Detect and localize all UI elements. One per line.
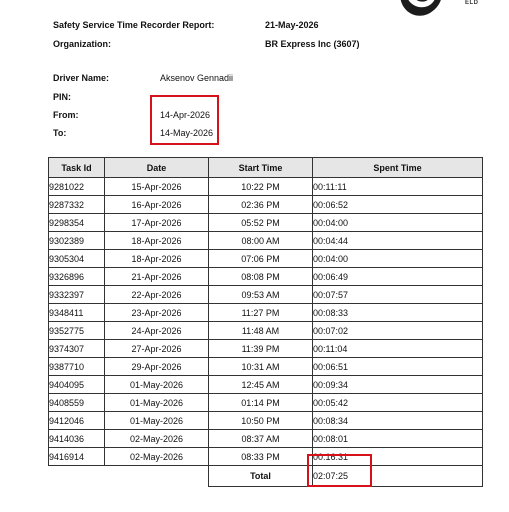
spent-time-cell: 00:09:34 [313,376,483,394]
task-id-cell: 9387710 [49,358,105,376]
task-id-cell: 9412046 [49,412,105,430]
spent-time-cell: 00:04:44 [313,232,483,250]
organization-value: BR Express Inc (3607) [265,39,360,49]
table-row [49,322,483,340]
task-id-cell: 9298354 [49,214,105,232]
total-highlight [307,454,372,487]
task-id-cell: 9414036 [49,430,105,448]
spent-time-cell: 00:05:42 [313,394,483,412]
task-id-cell: 9404095 [49,376,105,394]
table-row [49,304,483,322]
date-cell: 27-Apr-2026 [105,340,209,358]
total-row [49,466,483,487]
task-id-cell: 9281022 [49,178,105,196]
start-time-cell: 11:27 PM [209,304,313,322]
start-time-cell: 08:08 PM [209,268,313,286]
company-logo-icon [392,0,452,24]
logo-text: ELD [465,0,479,6]
task-id-cell: 9302389 [49,232,105,250]
start-time-cell: 07:06 PM [209,250,313,268]
spent-time-cell: 00:11:04 [313,340,483,358]
spent-time-cell: 00:16:31 [313,448,483,466]
table-row [49,268,483,286]
task-id-cell: 9348411 [49,304,105,322]
date-cell: 23-Apr-2026 [105,304,209,322]
spent-time-cell: 00:06:52 [313,196,483,214]
table-row [49,214,483,232]
total-value: 02:07:25 [313,466,483,487]
table-row [49,178,483,196]
date-cell: 01-May-2026 [105,394,209,412]
from-date: 14-Apr-2026 [160,110,211,120]
organization-label: Organization: [53,39,111,49]
date-cell: 21-Apr-2026 [105,268,209,286]
start-time-cell: 05:52 PM [209,214,313,232]
driver-name-value: Aksenov Gennadii [160,73,234,83]
task-id-cell: 9305304 [49,250,105,268]
start-time-cell: 11:48 AM [209,322,313,340]
date-range-highlight [150,95,219,145]
table-row [49,286,483,304]
task-id-cell: 9374307 [49,340,105,358]
date-cell: 15-Apr-2026 [105,178,209,196]
start-time-cell: 10:22 PM [209,178,313,196]
task-id-cell: 9332397 [49,286,105,304]
spent-time-cell: 00:08:33 [313,304,483,322]
start-time-cell: 10:50 PM [209,412,313,430]
from-label: From: [53,110,79,120]
start-time-cell: 11:39 PM [209,340,313,358]
task-table [48,157,483,487]
table-row [49,430,483,448]
spent-time-cell: 00:07:57 [313,286,483,304]
table-row [49,448,483,466]
date-cell: 17-Apr-2026 [105,214,209,232]
col-header-start-time: Start Time [209,158,313,178]
start-time-cell: 09:53 AM [209,286,313,304]
table-row [49,340,483,358]
start-time-cell: 02:36 PM [209,196,313,214]
date-cell: 18-Apr-2026 [105,232,209,250]
start-time-cell: 01:14 PM [209,394,313,412]
start-time-cell: 08:00 AM [209,232,313,250]
col-header-spent-time: Spent Time [313,158,483,178]
total-spacer [105,466,209,487]
pin-label: PIN: [53,92,71,102]
start-time-cell: 10:31 AM [209,358,313,376]
table-row [49,232,483,250]
to-date: 14-May-2026 [160,128,214,138]
report-date: 21-May-2026 [265,20,319,30]
date-cell: 22-Apr-2026 [105,286,209,304]
spent-time-cell: 00:08:01 [313,430,483,448]
date-cell: 18-Apr-2026 [105,250,209,268]
col-header-date: Date [105,158,209,178]
date-cell: 24-Apr-2026 [105,322,209,340]
spent-time-cell: 00:04:00 [313,250,483,268]
start-time-cell: 08:37 AM [209,430,313,448]
spent-time-cell: 00:04:00 [313,214,483,232]
start-time-cell: 12:45 AM [209,376,313,394]
date-cell: 01-May-2026 [105,412,209,430]
table-row [49,376,483,394]
task-id-cell: 9408559 [49,394,105,412]
date-cell: 16-Apr-2026 [105,196,209,214]
table-row [49,250,483,268]
spent-time-cell: 00:07:02 [313,322,483,340]
date-cell: 29-Apr-2026 [105,358,209,376]
table-row [49,358,483,376]
start-time-cell: 08:33 PM [209,448,313,466]
driver-name-label: Driver Name: [53,73,110,83]
spent-time-cell: 00:08:34 [313,412,483,430]
spent-time-cell: 00:11:11 [313,178,483,196]
total-label: Total [209,466,313,487]
table-row [49,196,483,214]
task-id-cell: 9326896 [49,268,105,286]
table-row [49,412,483,430]
spent-time-cell: 00:06:51 [313,358,483,376]
date-cell: 02-May-2026 [105,430,209,448]
task-id-cell: 9416914 [49,448,105,466]
date-cell: 02-May-2026 [105,448,209,466]
table-row [49,394,483,412]
total-spacer [49,466,105,487]
date-cell: 01-May-2026 [105,376,209,394]
table-header-row [49,158,483,178]
to-label: To: [53,128,67,138]
col-header-task-id: Task Id [49,158,105,178]
spent-time-cell: 00:06:49 [313,268,483,286]
task-id-cell: 9352775 [49,322,105,340]
report-title: Safety Service Time Recorder Report: [53,20,215,30]
task-id-cell: 9287332 [49,196,105,214]
